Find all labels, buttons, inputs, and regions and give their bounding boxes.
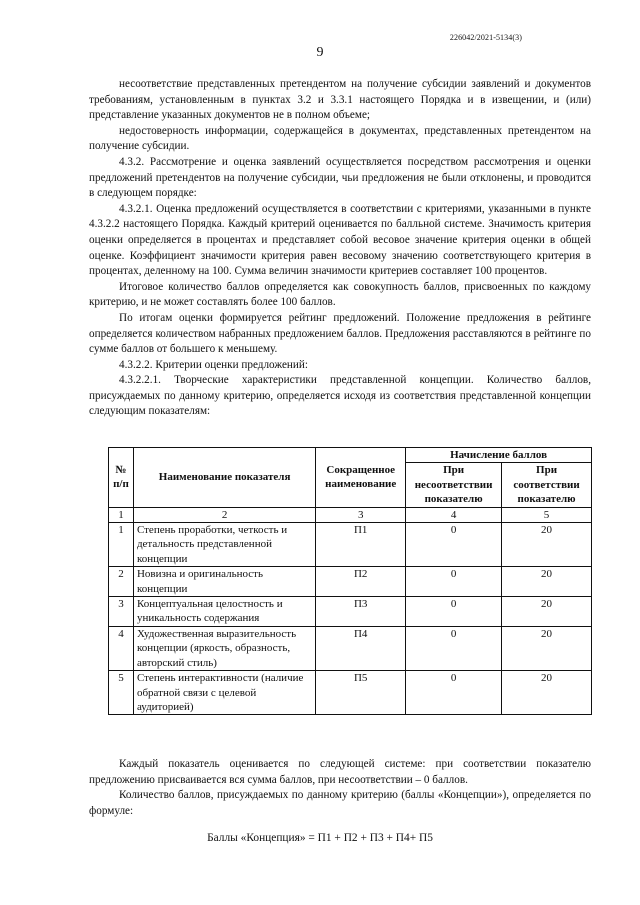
cell-mismatch: 0 — [406, 671, 502, 715]
header-scoring: Начисление баллов — [406, 448, 592, 463]
table-header-row — [109, 448, 592, 463]
paragraph: 4.3.2.1. Оценка предложений осуществляется в соответствии с критериями, указанными в пункте 4.3.2.2 настоящего Порядка. Каждый критерий оценивается по балльной системе. Значимость критерия оценки определяется в процентах и представляет собой весовое значение критерия оценки в общей оценке. Коэффициент значимости критерия равен весовому значению соответствующего критерия в процентах, деленному на 100. Сумма величин значимости критериев составляет 100 процентов. — [89, 202, 591, 278]
paragraph: Итоговое количество баллов определяется как совокупность баллов, присвоенных по каждому критерию, и не может составлять более 100 баллов. — [89, 280, 591, 309]
cell-num: 2 — [109, 567, 134, 597]
column-number: 5 — [502, 507, 592, 522]
table-row — [109, 523, 592, 567]
paragraph: 4.3.2.2.1. Творческие характеристики представленной концепции. Количество баллов, присуждаемых по данному критерию, определяется исходя из соответствия представленной концепции следующим показателям: — [89, 374, 591, 418]
cell-num: 1 — [109, 523, 134, 567]
header-match: При соответствии показателю — [502, 463, 592, 507]
cell-match: 20 — [502, 567, 592, 597]
table-row — [109, 567, 592, 597]
column-number: 1 — [109, 507, 134, 522]
cell-mismatch: 0 — [406, 567, 502, 597]
paragraph: несоответствие представленных претендентом на получение субсидии заявлений и документов требованиям, установленным в пунктах 3.2 и 3.3.1 настоящего Порядка и в извещении, и (или) представление указанных документов не в полном объеме; — [89, 78, 591, 122]
cell-num: 5 — [109, 671, 134, 715]
paragraph: 4.3.2.2. Критерии оценки предложений: — [119, 358, 308, 371]
table-row — [109, 597, 592, 627]
formula: Баллы «Концепция» = П1 + П2 + П3 + П4+ П5 — [207, 832, 433, 844]
cell-mismatch: 0 — [406, 626, 502, 670]
column-number: 4 — [406, 507, 502, 522]
body-text-lower — [89, 757, 591, 819]
paragraph: По итогам оценки формируется рейтинг предложений. Положение предложения в рейтинге определяется количеством набранных предложением баллов. Предложения расставляются в рейтинге по сумме баллов от большего к меньшему. — [89, 311, 591, 356]
cell-name: Новизна и оригинальность концепции — [133, 567, 315, 597]
column-number: 3 — [316, 507, 406, 522]
header-name: Наименование показателя — [133, 448, 315, 508]
document-number: 226042/2021-5134(3) — [449, 33, 522, 42]
cell-name: Степень интерактивности (наличие обратной связи с целевой аудиторией) — [133, 671, 315, 715]
cell-name: Степень проработки, четкость и детальность представленной концепции — [133, 523, 315, 567]
cell-short: П3 — [316, 597, 406, 627]
table-row — [109, 671, 592, 715]
cell-short: П5 — [316, 671, 406, 715]
paragraph: недостоверность информации, содержащейся в документах, представленных претендентом на получение субсидии. — [89, 124, 591, 153]
cell-match: 20 — [502, 523, 592, 567]
paragraph: Количество баллов, присуждаемых по данному критерию (баллы «Концепции»), определяется по формуле: — [89, 789, 591, 817]
cell-match: 20 — [502, 671, 592, 715]
header-num: № п/п — [109, 448, 134, 508]
criteria-table — [108, 447, 592, 715]
cell-num: 3 — [109, 597, 134, 627]
header-mismatch: При несоответствии показателю — [406, 463, 502, 507]
header-short: Сокращенное наименование — [316, 448, 406, 508]
cell-name: Концептуальная целостность и уникальность содержания — [133, 597, 315, 627]
cell-name: Художественная выразительность концепции (яркость, образность, авторский стиль) — [133, 626, 315, 670]
column-number-row — [109, 507, 592, 522]
paragraph: 4.3.2. Рассмотрение и оценка заявлений осуществляется посредством рассмотрения и оценки предложений претендентов на получение субсидии, чьи предложения не были отклонены, и проводится в следующем порядке: — [89, 155, 591, 200]
cell-short: П2 — [316, 567, 406, 597]
cell-mismatch: 0 — [406, 597, 502, 627]
cell-mismatch: 0 — [406, 523, 502, 567]
cell-num: 4 — [109, 626, 134, 670]
cell-match: 20 — [502, 597, 592, 627]
cell-short: П1 — [316, 523, 406, 567]
page-number: 9 — [316, 45, 324, 60]
body-text-upper — [89, 77, 591, 420]
column-number: 2 — [133, 507, 315, 522]
cell-short: П4 — [316, 626, 406, 670]
cell-match: 20 — [502, 626, 592, 670]
table-row — [109, 626, 592, 670]
paragraph: Каждый показатель оценивается по следующей системе: при соответствии показателю предложению присваивается вся сумма баллов, при несоответствии – 0 баллов. — [89, 758, 591, 786]
